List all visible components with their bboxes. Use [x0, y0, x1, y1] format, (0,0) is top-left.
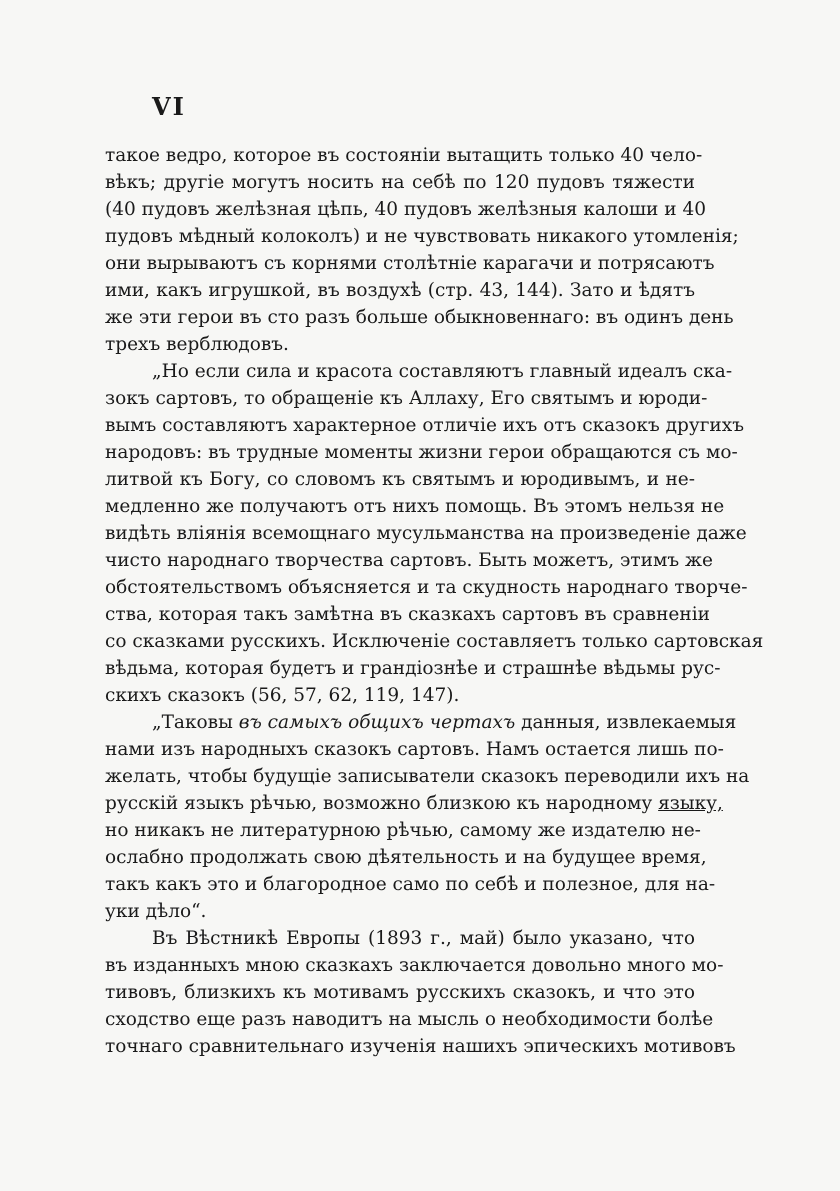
text-line: ства, которая такъ замѣтна въ сказкахъ сартовъ въ сравненіи	[105, 604, 710, 625]
italic-phrase: въ самыхъ общихъ чертахъ	[238, 712, 516, 733]
underlined-word: языку,	[658, 793, 723, 814]
text-line: видѣть вліянія всемощнаго мусульманства на произведеніе даже	[105, 523, 747, 544]
text-run: данныя, извлекаемыя	[521, 712, 737, 733]
text-line: медленно же получаютъ отъ нихъ помощь. Въ этомъ нельзя не	[105, 496, 725, 517]
text-line: вымъ составляютъ характерное отличіе ихъ отъ сказокъ другихъ	[105, 415, 744, 436]
text-line: вѣкъ; другіе могутъ носить на себѣ по 120 пудовъ тяжести	[105, 172, 695, 193]
text-line: точнаго сравнительнаго изученія нашихъ эпическихъ мотивовъ	[105, 1036, 736, 1057]
text-line: нами изъ народныхъ сказокъ сартовъ. Намъ остается лишь по-	[105, 739, 724, 760]
text-line: желать, чтобы будущіе записыватели сказокъ переводили ихъ на	[105, 766, 750, 787]
paragraph-first-line: „Но если сила и красота составляютъ главный идеалъ ска-	[152, 361, 733, 382]
text-line: но никакъ не литературною рѣчью, самому же издателю не-	[105, 820, 701, 841]
text-line: уки дѣло“.	[105, 901, 207, 922]
text-line: скихъ сказокъ (56, 57, 62, 119, 147).	[105, 685, 460, 706]
text-line: (40 пудовъ желѣзная цѣпь, 40 пудовъ желѣзныя калоши и 40	[105, 199, 706, 220]
text-run: русскій языкъ рѣчью, возможно близкою къ народному	[105, 793, 653, 814]
text-line: со сказками русскихъ. Исключеніе составляетъ только сартовская	[105, 631, 764, 652]
text-line: обстоятельствомъ объясняется и та скудность народнаго творче-	[105, 577, 748, 598]
text-line: такъ какъ это и благородное само по себѣ и полезное, для на-	[105, 874, 716, 895]
text-run: „Таковы	[152, 712, 233, 733]
page-number: VI	[152, 92, 186, 121]
text-line: ими, какъ игрушкой, въ воздухѣ (стр. 43, 144). Зато и ѣдятъ	[105, 280, 695, 301]
text-line: они вырываютъ съ корнями столѣтніе карагачи и потрясаютъ	[105, 253, 715, 274]
text-line: такое ведро, которое въ состояніи вытащить только 40 чело-	[105, 145, 703, 166]
text-line: чисто народнаго творчества сартовъ. Быть можетъ, этимъ же	[105, 550, 713, 571]
text-line: тивовъ, близкихъ къ мотивамъ русскихъ сказокъ, и что это	[105, 982, 695, 1003]
text-line: же эти герои въ сто разъ больше обыкновеннаго: въ одинъ день	[105, 307, 734, 328]
text-line: литвой къ Богу, со словомъ къ святымъ и юродивымъ, и не-	[105, 469, 695, 490]
text-line: трехъ верблюдовъ.	[105, 334, 289, 355]
text-line: пудовъ мѣдный колоколъ) и не чувствовать никакого утомленія;	[105, 226, 739, 247]
text-line: сходство еще разъ наводитъ на мысль о необходимости болѣе	[105, 1009, 714, 1030]
text-line: въ изданныхъ мною сказкахъ заключается довольно много мо-	[105, 955, 724, 976]
text-line: вѣдьма, которая будетъ и грандіознѣе и страшнѣе вѣдьмы рус-	[105, 658, 721, 679]
paragraph-first-line: Въ Вѣстникѣ Европы (1893 г., май) было указано, что	[152, 928, 695, 949]
text-line: зокъ сартовъ, то обращеніе къ Аллаху, Его святымъ и юроди-	[105, 388, 708, 409]
text-line	[105, 790, 723, 817]
text-line: народовъ: въ трудные моменты жизни герои обращаются съ мо-	[105, 442, 738, 463]
paragraph-first-line	[152, 709, 737, 736]
text-line: ослабно продолжать свою дѣятельность и на будущее время,	[105, 847, 707, 868]
